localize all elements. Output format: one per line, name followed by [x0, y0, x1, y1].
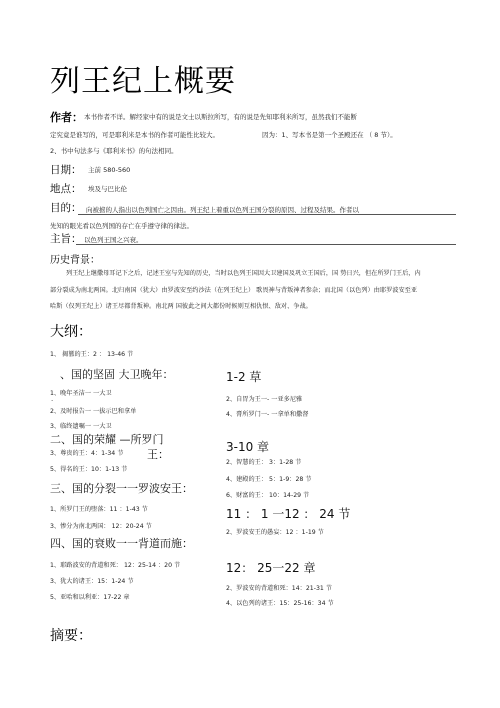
outline-left-item: 1、耶路波安的背道和死： 12：25-14 ：20 节: [50, 562, 181, 569]
outline-left-item: 二、国的荣耀 —所罗门: [50, 433, 164, 446]
outline-left-item: 1、所罗门王的堕落：11 ：1-43 节: [50, 506, 148, 513]
place-value: 埃及与巴比伦: [88, 185, 127, 193]
place-label: 地点：: [50, 183, 82, 195]
author-line-3: 2、书中句法多与《耶利米书》的句法相同。: [50, 147, 178, 155]
outline-left-item: 5、亚哈和以利亚：17-22 章: [50, 594, 130, 601]
outline-right-item: 4、建殿的王： 5：1-9：28 节: [226, 476, 312, 483]
outline-heading: 大纲：: [50, 324, 92, 340]
background-label: 历史背景：: [50, 255, 100, 266]
outline-right-item: 2、罗波安的背道和死：14：21-31 节: [226, 585, 333, 592]
theme-value: 以色列王国之兴衰。: [76, 235, 456, 245]
outline-right-item: 1-2 草: [226, 370, 262, 384]
outline-left-item: 3、惨分为南北两国： 12：20-24 节: [50, 523, 152, 530]
outline-right-item: 4、膏所罗门一- 一拿单和撒督: [226, 411, 309, 418]
outline-right-item: 2、自胃为王一- 一亚多尼雅: [226, 396, 303, 403]
purpose-line-1: 向被掳的人指出以色列国亡之因由。列王纪上着重以色列王国分裂的原因、过程及结果。作者以: [78, 205, 456, 215]
outline-left-item: 1、晚年圣洁一 一大卫: [50, 390, 112, 397]
outline-right-item: 3-10 章: [226, 440, 270, 454]
outline-left-item: 1、 揭篡的王：2 ： 13-46 节: [50, 351, 134, 358]
purpose-line-2: 先知的眼光看以色列国的存亡在乎遵守律的律法。: [50, 222, 193, 230]
outline-left-item: 5、得名的王：10：1-13 节: [50, 466, 128, 473]
outline-right-item: 11 ： 1 一12 ： 24 节: [226, 507, 351, 521]
author-line-2b: 因为：1、写本书是第一个圣殿还在 （ 8 节）。: [262, 131, 397, 139]
outline-left-item: 3、犹大的诸王：15：1-24 节: [50, 578, 134, 585]
background-line-2: 部分裂成为南北两国。北归南国（犹大）由罗波安至约沙法（在列王纪上） 歌畏神与背叛神者参杂；而北国（以色列）由耶罗波安至亚: [50, 287, 418, 294]
outline-left-item: 、国的坚固 大卫晚年：: [60, 368, 174, 381]
outline-right-item: 2、罗波安王的愚妄：12 ：1-19 节: [226, 529, 324, 536]
outline-right-item: 2、智慧的王： 3：1-28 节: [226, 459, 302, 466]
outline-left-item: 四、国的衰败一一背道而施：: [50, 537, 193, 550]
outline-left-item: 王：: [147, 448, 169, 461]
date-value: 主前 580-560: [88, 166, 131, 174]
author-line-1: 本书作者不详。解经家中有的说是文士以斯拉所写，有的说是先知耶利米所写，虽然我们不能断: [84, 113, 357, 121]
date-label: 日期：: [50, 164, 82, 176]
theme-label: 主旨：: [50, 233, 82, 245]
outline-left-item: 三、国的分裂一一罗波安王：: [50, 482, 193, 495]
outline-right-item: 6、财富的王： 10：14-29 节: [226, 492, 310, 499]
outline-left-item: 2、及时报告一 一拔示巴和拿单: [50, 408, 137, 415]
purpose-label: 目的：: [50, 202, 82, 214]
outline-left-item: 3、临终遗嘱一 一大卫: [50, 423, 112, 430]
summary-heading: 摘要：: [50, 628, 92, 644]
outline-right-item: 12： 25一22 章: [226, 561, 316, 575]
marker-dot: ·: [51, 397, 54, 405]
author-label: 作者：: [50, 111, 83, 124]
outline-right-item: 4、以色列的诸王：15：25-16：34 节: [226, 600, 334, 607]
page-title: 列王纪上概要: [50, 64, 236, 99]
background-line-3: 哈斯（仅列王纪上）诸王尽都背叛神。南北两 国彼此之间大都份时候则互相仇恨、敌对、争战。: [50, 303, 312, 310]
background-line-1: 列王纪上继撒母耳记下之后，记述王室与先知的历史，当时以色列王国因大卫建国及巩立王国后，国 势日兴，但在所罗门王后，内: [66, 270, 421, 277]
author-line-2a: 定究竟是谁写的，可是耶利米是本书的作者可能性比较大。: [50, 131, 219, 139]
outline-left-item: 3、尊贵的王：4：1-34 节: [50, 450, 124, 457]
